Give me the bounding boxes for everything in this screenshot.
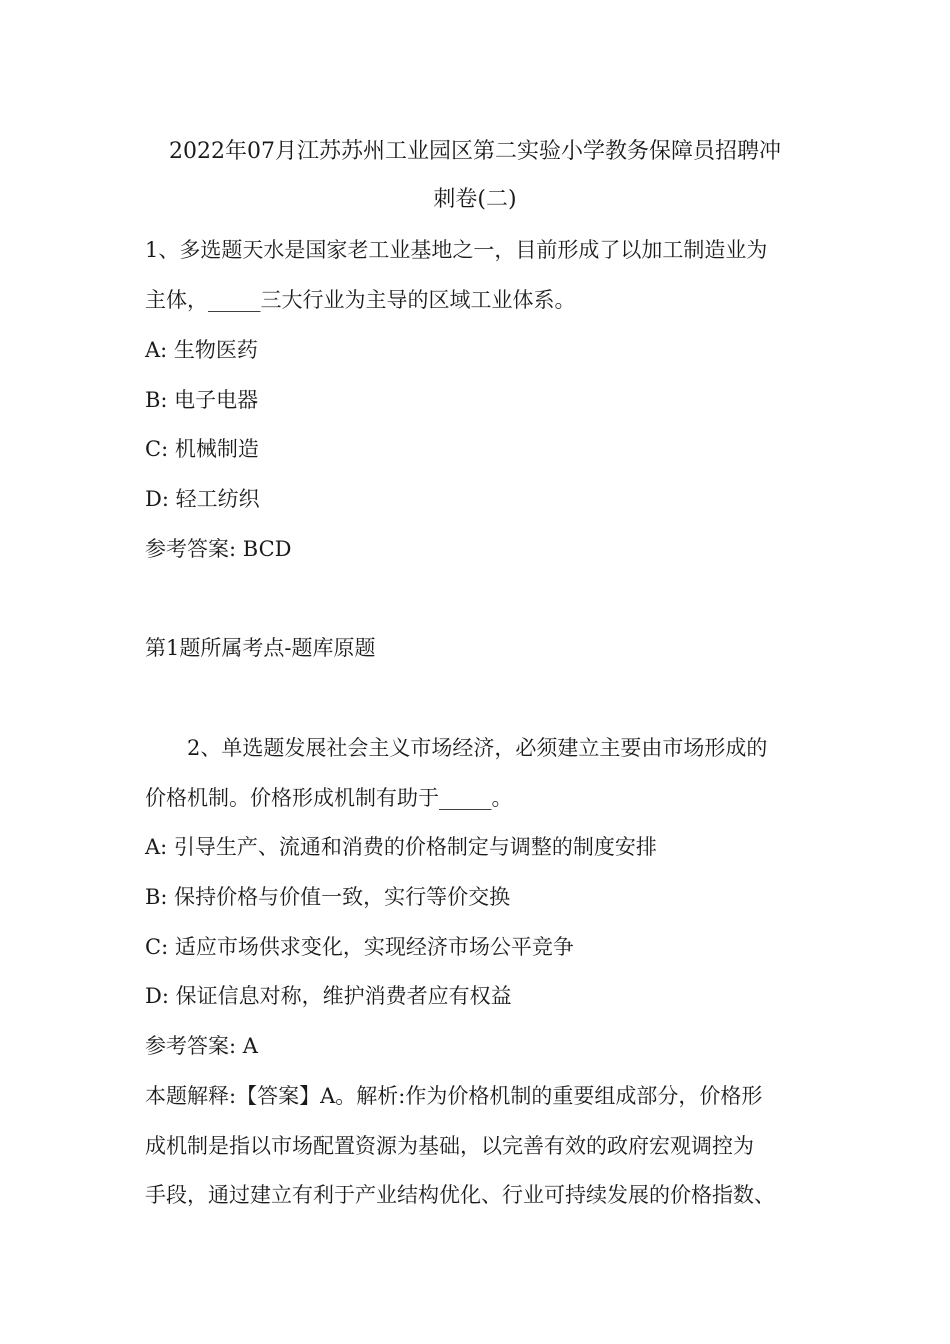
question-1-option-c: C: 机械制造 bbox=[145, 437, 259, 461]
question-1-option-a: A: 生物医药 bbox=[145, 338, 258, 362]
document-title-line-1: 2022年07月江苏苏州工业园区第二实验小学教务保障员招聘冲 bbox=[169, 139, 781, 164]
question-2-answer: 参考答案: A bbox=[145, 1034, 258, 1058]
question-2-stem-line-1: 2、单选题发展社会主义市场经济，必须建立主要由市场形成的 bbox=[187, 736, 768, 760]
question-1-option-d: D: 轻工纺织 bbox=[145, 487, 260, 511]
question-1-topic: 第1题所属考点-题库原题 bbox=[145, 636, 376, 660]
question-1-stem-line-2: 主体，_____三大行业为主导的区域工业体系。 bbox=[145, 288, 576, 312]
question-2-explanation-line-2: 成机制是指以市场配置资源为基础，以完善有效的政府宏观调控为 bbox=[145, 1134, 754, 1158]
question-1-stem-line-1: 1、多选题天水是国家老工业基地之一，目前形成了以加工制造业为 bbox=[145, 238, 768, 262]
question-2-option-a: A: 引导生产、流通和消费的价格制定与调整的制度安排 bbox=[145, 835, 657, 859]
question-1-option-b: B: 电子电器 bbox=[145, 388, 259, 412]
question-2-option-d: D: 保证信息对称，维护消费者应有权益 bbox=[145, 984, 512, 1008]
question-2-option-c: C: 适应市场供求变化，实现经济市场公平竞争 bbox=[145, 935, 574, 959]
question-2-option-b: B: 保持价格与价值一致，实行等价交换 bbox=[145, 885, 511, 909]
question-2-explanation-line-1: 本题解释:【答案】A。解析:作为价格机制的重要组成部分，价格形 bbox=[145, 1084, 763, 1108]
document-title-line-2: 刺卷(二) bbox=[433, 187, 517, 212]
question-2-stem-line-2: 价格机制。价格形成机制有助于_____。 bbox=[145, 786, 513, 810]
question-1-answer: 参考答案: BCD bbox=[145, 537, 292, 561]
question-2-explanation-line-3: 手段，通过建立有利于产业结构优化、行业可持续发展的价格指数、 bbox=[145, 1183, 775, 1207]
